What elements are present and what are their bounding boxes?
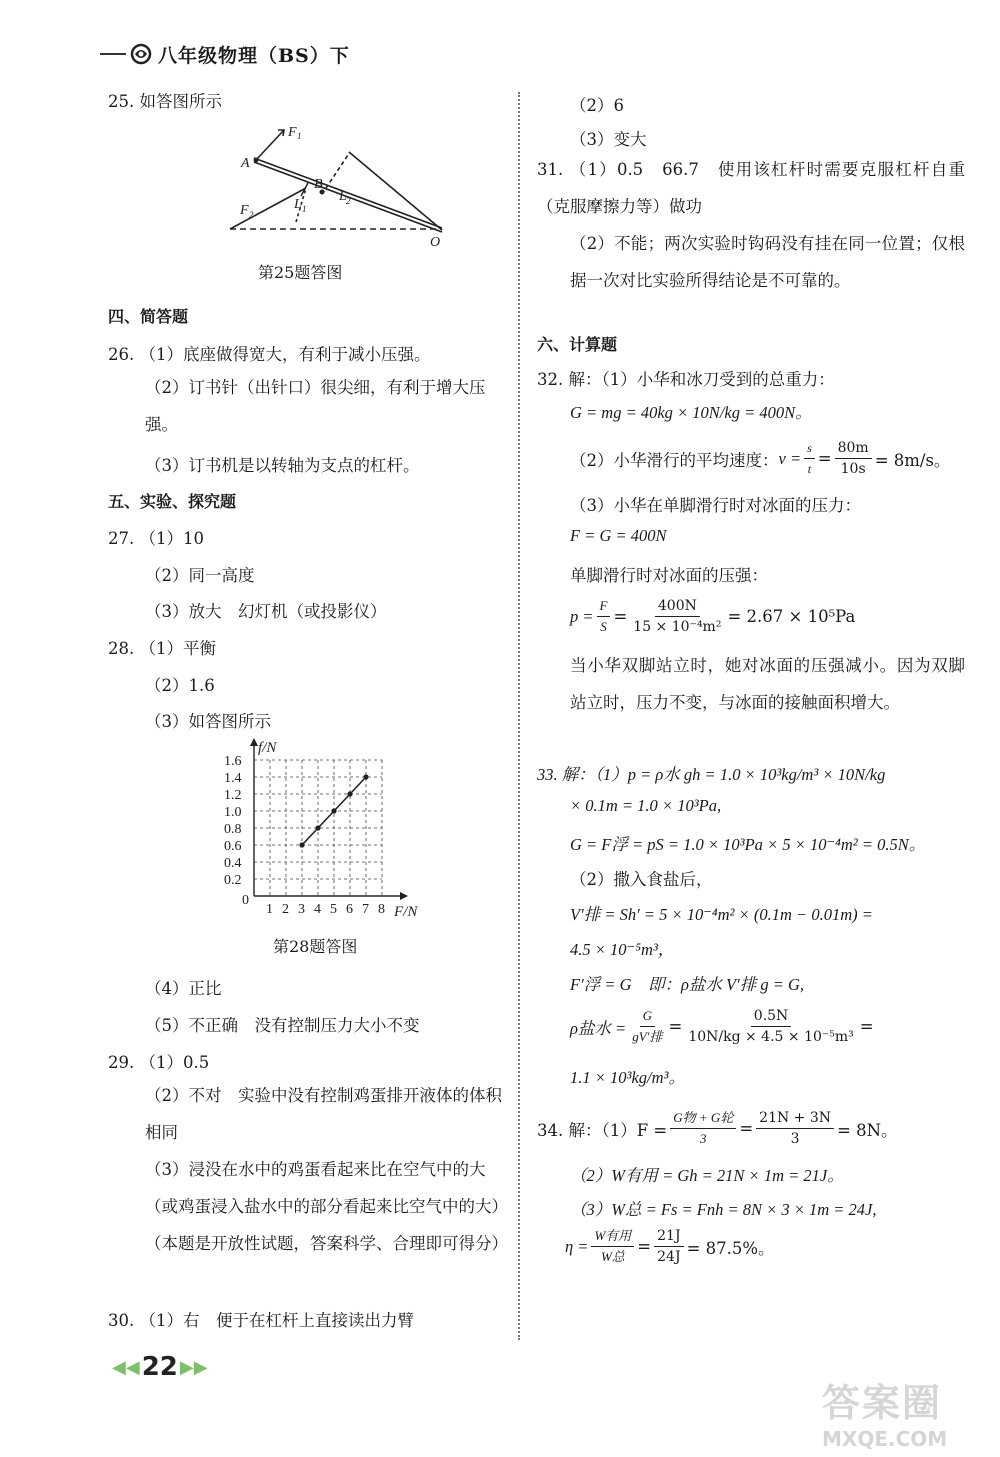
origin-label: 0	[242, 893, 249, 908]
x-tick-label: 6	[346, 902, 353, 917]
q32-part3: （3）小华在单脚滑行时对冰面的压力：	[570, 496, 861, 515]
q34-21J: 21J	[654, 1226, 683, 1247]
q34-frac-G	[670, 1108, 736, 1149]
q32-t: t	[807, 462, 812, 476]
q32-part2-label: （2）小华滑行的平均速度：	[570, 450, 779, 470]
q26-part3: （3）订书机是以转轴为支点的杠杆。	[145, 456, 420, 475]
q30-part2: （2）6	[570, 96, 624, 115]
q32-frac-val	[835, 438, 872, 479]
y-tick-label: 1.4	[224, 771, 242, 786]
label-L2-sub: 2	[346, 196, 351, 206]
label-A: A	[241, 156, 250, 171]
page-title: 八年级物理（BS）下	[158, 44, 350, 67]
x-tick-label: 2	[282, 902, 289, 917]
y-tick-label: 0.8	[224, 822, 242, 837]
right-arrow-icon: ▶▶	[179, 1356, 208, 1378]
q33-gV: gV′排	[632, 1029, 663, 1044]
x-tick-label: 5	[330, 902, 337, 917]
q34-label: 34. 解：（1）F =	[537, 1120, 668, 1140]
q27-part2: （2）同一高度	[145, 566, 255, 585]
y-tick-label: 1.2	[224, 788, 242, 803]
q28-part2: （2）1.6	[145, 676, 215, 695]
watermark-cn: 答案圈	[822, 1381, 943, 1425]
y-tick-label: 0.2	[224, 873, 242, 888]
q34-result: = 8N。	[837, 1120, 898, 1140]
watermark-en: MXQE.COM	[822, 1427, 948, 1451]
q34-Wuseful: W有用	[591, 1226, 634, 1247]
y-axis-label: f/N	[258, 740, 277, 756]
q34-frac-W	[591, 1226, 634, 1267]
q34-force-eq: 34. 解：（1）F = $\frac{\text{G物 + G轮}}{3}$ = $\frac{21N + 3N}{3}$ = 8N。	[537, 1110, 898, 1147]
q32-s: s	[804, 438, 815, 459]
page-number	[112, 1352, 208, 1382]
header-rule	[100, 53, 126, 55]
label-L1-sub: 1	[302, 204, 307, 214]
q27-part1: 27. （1）10	[108, 529, 204, 548]
q33-line2: × 0.1m = 1.0 × 10³Pa,	[570, 796, 722, 815]
y-axis-arrow	[250, 738, 258, 746]
lever-diagram-25	[236, 122, 441, 250]
q32-pressure-result: = 2.67 × 10⁵Pa	[727, 607, 856, 626]
q33-05N: 0.5N	[751, 1006, 792, 1027]
q32-10s: 10s	[840, 461, 866, 477]
label-F2: F	[240, 203, 249, 218]
q27-part3: （3）放大 幻灯机（或投影仪）	[145, 602, 387, 621]
q28-part4: （4）正比	[145, 979, 222, 998]
q34-24J: 24J	[657, 1249, 681, 1265]
q33-line3: G = F浮 = pS = 1.0 × 10³Pa × 5 × 10⁻⁴m² = 0.5N。	[570, 835, 926, 854]
q32-eq1: G = mg = 40kg × 10N/kg = 400N。	[570, 403, 812, 422]
q28-part5: （5）不正确 没有控制压力大小不变	[145, 1016, 420, 1035]
x-tick-label: 3	[298, 902, 305, 917]
q32-part4: 单脚滑行时对冰面的压强：	[570, 566, 768, 585]
q34-three-b: 3	[790, 1131, 800, 1147]
q34-frac-val	[756, 1108, 834, 1149]
q28-part1: 28. （1）平衡	[108, 639, 216, 658]
q34-three-a: 3	[700, 1131, 707, 1146]
q32-frac-pval	[630, 596, 724, 637]
q34-efficiency-eq: η = $\frac{\text{W有用}}{\text{W总}}$ = $\frac{21J}{24J}$ = 87.5%。	[565, 1228, 775, 1265]
q33-line1: 33. 解：（1）p = ρ水 gh = 1.0 × 10³kg/m³ × 10N/kg	[537, 765, 886, 784]
q32-80m: 80m	[835, 438, 872, 459]
q34-Gsum: G物 + G轮	[670, 1108, 736, 1129]
data-point	[363, 774, 368, 779]
q28-part3: （3）如答图所示	[145, 712, 271, 731]
q32-pressure-eq: p = $\frac{F}{S}$ = $\frac{400N}{\text{15 × 10⁻⁴m²}}$ = 2.67 × 10⁵Pa	[570, 598, 856, 635]
q29-part3: （3）浸没在水中的鸡蛋看起来比在空气中的大（或鸡蛋浸入盐水中的部分看起来比空气中的大）（本题是开放性试题，答案科学、合理即可得分）	[145, 1160, 508, 1253]
q26-part2: （2）订书针（出针口）很尖细，有利于增大压强。	[145, 378, 486, 434]
q33-rho: ρ盐水 =	[570, 1018, 627, 1038]
label-B: B	[314, 177, 323, 192]
q33-line6: 4.5 × 10⁻⁵m³，	[570, 940, 675, 959]
brand-logo-icon	[130, 43, 152, 65]
q32-eq3: F = G = 400N	[570, 526, 667, 545]
section-5-heading: 五、实验、探究题	[108, 492, 237, 511]
q32-part2: （2）小华滑行的平均速度： v = $\frac{s}{t}$ = $\frac{80m}{10s}$ = 8m/s。	[570, 440, 951, 477]
section-6-heading: 六、计算题	[537, 335, 618, 354]
label-F2-sub: 2	[249, 210, 254, 220]
data-point	[331, 808, 336, 813]
q32-part1: 32. 解：（1）小华和冰刀受到的总重力：	[537, 370, 835, 389]
q33-frac-val	[685, 1006, 856, 1047]
label-F1-sub: 1	[297, 131, 302, 141]
q32-frac-FS	[597, 596, 611, 637]
q32-frac-st	[804, 438, 815, 479]
data-point	[315, 825, 320, 830]
y-tick-label: 1.6	[224, 754, 242, 769]
q32-400N: 400N	[655, 596, 700, 617]
friction-force-chart	[216, 738, 436, 928]
q30-part3: （3）变大	[570, 130, 647, 149]
left-arrow-icon: ◀◀	[112, 1356, 140, 1378]
q32-S: S	[600, 619, 607, 634]
q33-line7: F′浮 = G 即：ρ盐水 V′排 g = G,	[570, 975, 805, 994]
x-tick-label: 7	[362, 902, 369, 917]
data-point	[347, 791, 352, 796]
watermark-logo	[822, 1372, 972, 1451]
q34-part2: （2）W有用 = Gh = 21N × 1m = 21J。	[570, 1166, 844, 1185]
q32-p: p =	[570, 606, 594, 626]
q34-numsum: 21N + 3N	[756, 1108, 834, 1129]
q34-eta: η =	[565, 1236, 589, 1256]
q34-part3: （3）W总 = Fs = Fnh = 8N × 3 × 1m = 24J,	[570, 1200, 877, 1219]
q33-frac-G	[629, 1006, 665, 1047]
data-point	[299, 842, 304, 847]
label-F1: F	[288, 125, 297, 140]
q33-density-eq: ρ盐水 = $\frac{G}{\text{gV′排}}$ = $\frac{0.5N}{\text{10N/kg × 4.5 × 10⁻⁵m³}}$ =	[570, 1008, 874, 1045]
page-number-value: 22	[141, 1352, 178, 1382]
column-divider	[518, 92, 520, 1340]
q31-part1: 31. （1）0.5 66.7 使用该杠杆时需要克服杠杆自重（克服摩擦力等）做功	[537, 160, 965, 216]
q34-frac-J	[654, 1226, 683, 1267]
fig28-caption: 第28题答图	[273, 937, 358, 956]
section-4-heading: 四、简答题	[108, 307, 189, 326]
x-tick-label: 1	[266, 902, 273, 917]
q32-F: F	[597, 596, 611, 617]
q33-G: G	[640, 1006, 655, 1027]
q33-line4: （2）撒入食盐后，	[570, 870, 713, 889]
label-L2: L	[339, 189, 347, 204]
page-header	[100, 38, 350, 70]
q32-speed-result: = 8m/s。	[874, 450, 951, 470]
q33-denom: 10N/kg × 4.5 × 10⁻⁵m³	[688, 1029, 854, 1045]
x-axis-label: F/N	[394, 904, 418, 920]
x-tick-label: 8	[378, 902, 385, 917]
q31-part2: （2）不能；两次实验时钩码没有挂在同一位置；仅根据一次对比实验所得结论是不可靠的。	[570, 234, 965, 290]
y-tick-label: 0.4	[224, 856, 242, 871]
fig25-caption: 第25题答图	[258, 263, 343, 282]
x-tick-label: 4	[314, 902, 321, 917]
q29-part1: 29. （1）0.5	[108, 1053, 210, 1072]
label-L1: L	[294, 197, 302, 212]
q32-part5: 当小华双脚站立时，她对冰面的压强减小。因为双脚站立时，压力不变，与冰面的接触面积增大。	[570, 656, 965, 712]
q29-part2: （2）不对 实验中没有控制鸡蛋排开液体的体积相同	[145, 1086, 502, 1142]
label-O: O	[430, 235, 441, 250]
q25-text: 25. 如答图所示	[108, 92, 222, 111]
q34-eta-result: = 87.5%。	[686, 1238, 775, 1258]
x-axis-arrow	[400, 892, 408, 900]
q32-area: 15 × 10⁻⁴m²	[633, 619, 722, 635]
q33-line8: 1.1 × 10³kg/m³。	[570, 1068, 685, 1087]
q33-equals: =	[859, 1017, 874, 1036]
y-tick-label: 1.0	[224, 805, 242, 820]
q32-v: v =	[778, 448, 802, 468]
q30-part1: 30. （1）右 便于在杠杆上直接读出力臂	[108, 1311, 414, 1330]
q33-line5: V′排 = Sh′ = 5 × 10⁻⁴m² × (0.1m − 0.01m) =	[570, 905, 873, 924]
q34-Wtotal: W总	[600, 1249, 625, 1264]
y-tick-label: 0.6	[224, 839, 242, 854]
q26-part1: 26. （1）底座做得宽大，有利于减小压强。	[108, 345, 431, 364]
